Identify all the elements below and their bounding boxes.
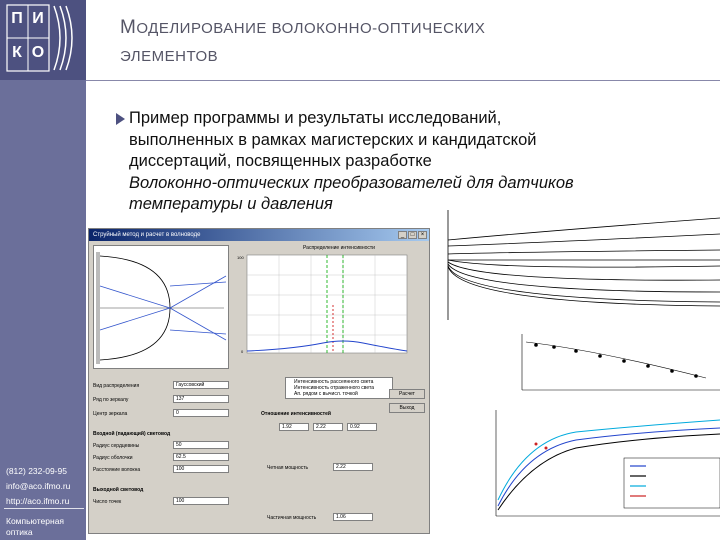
footer-caption xyxy=(6,516,64,538)
mirror-input[interactable]: 137 xyxy=(173,395,229,403)
bullet-line4: Волоконно-оптических преобразователей для датчиков xyxy=(129,173,574,192)
section-ratio: Отношение интенсивностей xyxy=(261,411,331,417)
field-label-cladding: Радиус оболочки xyxy=(93,455,133,461)
title-cap: М xyxy=(120,17,137,38)
contact-phone: (812) 232-09-95 xyxy=(6,466,67,476)
center-input[interactable]: 0 xyxy=(173,409,229,417)
pico-logo xyxy=(6,4,80,72)
cladding-radius-input[interactable]: 62.5 xyxy=(173,453,229,461)
ratio-value-3: 0.92 xyxy=(347,423,377,431)
schematic-panel xyxy=(93,245,229,369)
bullet-line5: температуры и давления xyxy=(129,195,333,213)
footer-line2: оптика xyxy=(6,527,33,537)
legend-item-1: Интенсивность рассеянного света xyxy=(294,379,374,385)
slide-title xyxy=(120,14,700,71)
intensity-plot xyxy=(233,245,425,369)
plot-legend xyxy=(285,377,393,399)
bullet-line2: выполненных в рамках магистерских и кандидатской xyxy=(129,130,537,149)
core-radius-input[interactable]: 50 xyxy=(173,441,229,449)
field-label-points: Число точек xyxy=(93,499,122,505)
exit-button[interactable]: Выход xyxy=(389,403,425,413)
contact-email[interactable]: info@aco.ifmo.ru xyxy=(6,481,71,491)
logo-letter-o: О xyxy=(31,44,45,61)
fiber-schematic xyxy=(94,246,228,368)
section-output-fiber: Выходной световод xyxy=(93,487,144,493)
title-line1: ОДЕЛИРОВАНИЕ ВОЛОКОННО-ОПТИЧЕСКИХ xyxy=(136,20,486,37)
distance-input[interactable]: 100 xyxy=(173,465,229,473)
app-titlebar xyxy=(89,229,429,241)
sidebar-divider xyxy=(4,508,84,509)
intensity-plot-panel xyxy=(233,245,425,369)
bullet-arrow-icon xyxy=(116,113,125,125)
plot-title: Распределение интенсивности xyxy=(303,245,375,251)
option-partial-power[interactable]: Частичная мощность xyxy=(267,515,317,521)
contact-site[interactable]: http://aco.ifmo.ru xyxy=(6,496,70,506)
logo-letter-p: П xyxy=(11,10,23,27)
bullet-line3: диссертаций, посвященных разработке xyxy=(129,152,432,170)
even-power-value[interactable]: 2.22 xyxy=(333,463,373,471)
field-label-core: Радиус сердцевины xyxy=(93,443,140,449)
title-line2: ЭЛЕМЕНТОВ xyxy=(120,48,219,65)
minimize-button[interactable]: _ xyxy=(398,231,407,239)
maximize-button[interactable]: □ xyxy=(408,231,417,239)
calculate-button[interactable]: Расчет xyxy=(389,389,425,399)
distribution-select[interactable]: Гауссовский xyxy=(173,381,229,389)
close-button[interactable]: × xyxy=(418,231,427,239)
app-title: Струйный метод и расчет в волноводе xyxy=(93,232,201,238)
ratio-value-1: 1.92 xyxy=(279,423,309,431)
footer-line1: Компьютерная xyxy=(6,516,65,526)
app-window xyxy=(88,228,430,534)
results-plots-graphic xyxy=(436,200,720,540)
svg-text:100: 100 xyxy=(237,255,244,260)
sidebar xyxy=(0,0,86,540)
svg-text:0: 0 xyxy=(241,349,244,354)
partial-power-value[interactable]: 1.06 xyxy=(333,513,373,521)
points-input[interactable]: 100 xyxy=(173,497,229,505)
field-label-distance: Расстояние волокна xyxy=(93,467,141,473)
bullet-line1: Пример программы и результаты исследований, xyxy=(129,109,502,127)
field-label-center: Центр зеркала xyxy=(93,411,128,417)
legend-item-2: Интенсивность отраженного света xyxy=(294,385,374,391)
option-even-power[interactable]: Четная мощность xyxy=(267,465,309,471)
logo-letter-k: К xyxy=(12,44,22,61)
results-plots xyxy=(436,200,720,540)
ratio-value-2: 2.22 xyxy=(313,423,343,431)
title-divider xyxy=(86,80,720,81)
section-input-fiber: Входной (падающий) световод xyxy=(93,431,171,437)
contact-info xyxy=(6,464,84,509)
legend-item-3: Ап. рядом с вычисл. точкой xyxy=(294,391,358,397)
field-label-distribution: Вид распределения xyxy=(93,383,140,389)
logo-letter-i: И xyxy=(32,10,44,27)
field-label-mirror: Ряд по зеркалу xyxy=(93,397,129,403)
